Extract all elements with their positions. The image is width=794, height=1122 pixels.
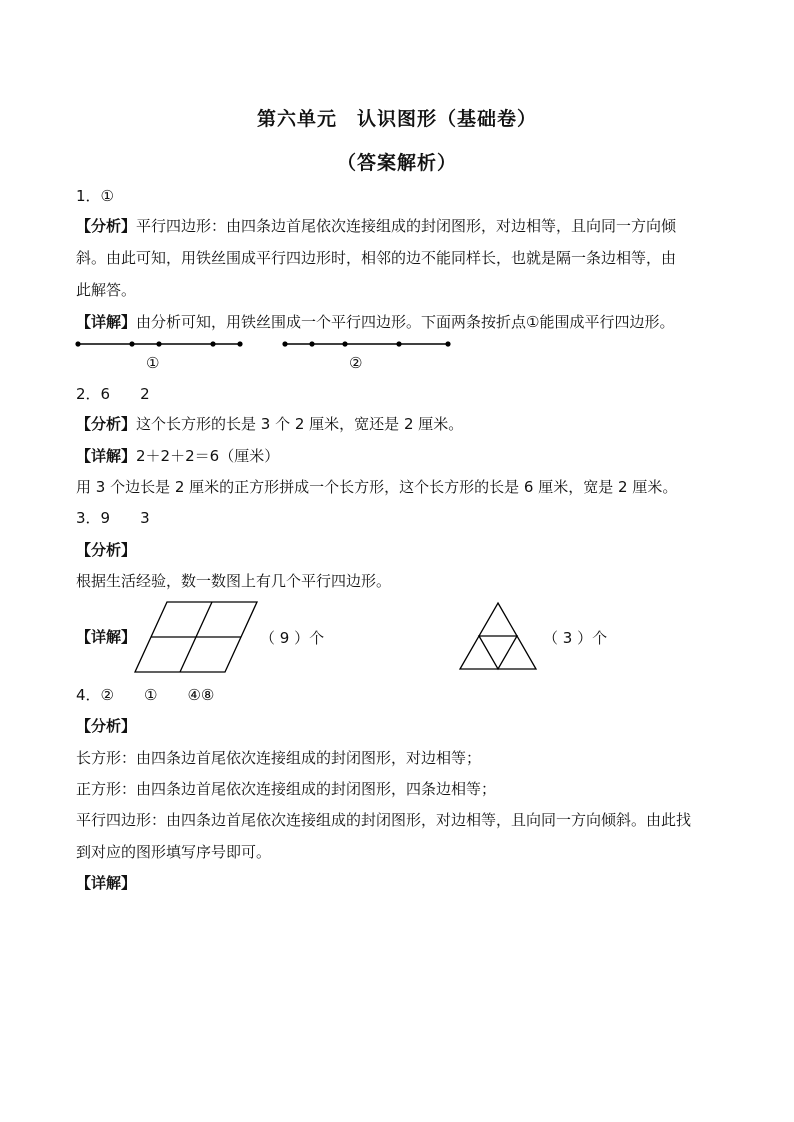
q2-detail-line [76,446,279,466]
count-a: （ 9 ）个 [260,629,325,647]
q3-answer: 3．9 3 [76,509,150,527]
analysis-tag: 【分析】 [76,217,137,235]
page-subtitle: （答案解析） [336,152,457,174]
q2-extra: 用 3 个边长是 2 厘米的正方形拼成一个长方形，这个长方形的长是 6 厘米，宽是 2 厘米。 [76,478,678,496]
q1-answer: 1．① [76,187,114,205]
q4-line-conclusion: 到对应的图形填写序号即可。 [76,843,272,861]
q1-detail-text: 由分析可知，用铁丝围成一个平行四边形。下面两条按折点①能围成平行四边形。 [136,313,675,331]
q1-analysis-line-2: 斜。由此可知，用铁丝围成平行四边形时，相邻的边不能同样长，也就是隔一条边相等，由 [76,249,677,267]
wire-figures [70,334,470,374]
parallelogram-figure [132,600,262,676]
q2-analysis-line [76,414,463,434]
analysis-tag: 【分析】 [76,415,137,433]
page-title: 第六单元 认识图形（基础卷） [256,108,537,130]
wire-1 [75,341,242,346]
q3-analysis-text: 根据生活经验，数一数图上有几个平行四边形。 [76,572,392,590]
q2-analysis-text: 这个长方形的长是 3 个 2 厘米，宽还是 2 厘米。 [136,415,464,433]
q1-analysis-line [76,216,676,236]
wire-1-label: ① [146,354,160,372]
q1-analysis-line-3: 此解答。 [76,281,137,299]
q3-analysis-tag: 【分析】 [76,541,137,559]
count-b: （ 3 ）个 [543,629,608,647]
q4-line-rectangle: 长方形：由四条边首尾依次连接组成的封闭图形，对边相等； [76,749,482,767]
q4-analysis-tag: 【分析】 [76,717,137,735]
q4-line-parallelogram: 平行四边形：由四条边首尾依次连接组成的封闭图形，对边相等，且向同一方向倾斜。由此找 [76,811,692,829]
q3-detail-tag: 【详解】 [76,628,137,646]
q4-detail-tag: 【详解】 [76,874,137,892]
triangle-figure [458,600,542,674]
wire-2 [282,341,450,346]
q2-answer: 2．6 2 [76,385,150,403]
q4-line-square: 正方形：由四条边首尾依次连接组成的封闭图形，四条边相等； [76,780,497,798]
q4-answer: 4．② ① ④⑧ [76,686,215,704]
q2-detail-text: 2＋2＋2＝6（厘米） [136,447,280,465]
detail-tag: 【详解】 [76,447,137,465]
q1-analysis-text: 平行四边形：由四条边首尾依次连接组成的封闭图形，对边相等，且向同一方向倾 [136,217,677,235]
detail-tag: 【详解】 [76,313,137,331]
wire-2-label: ② [349,354,363,372]
q1-detail-line [76,312,674,332]
